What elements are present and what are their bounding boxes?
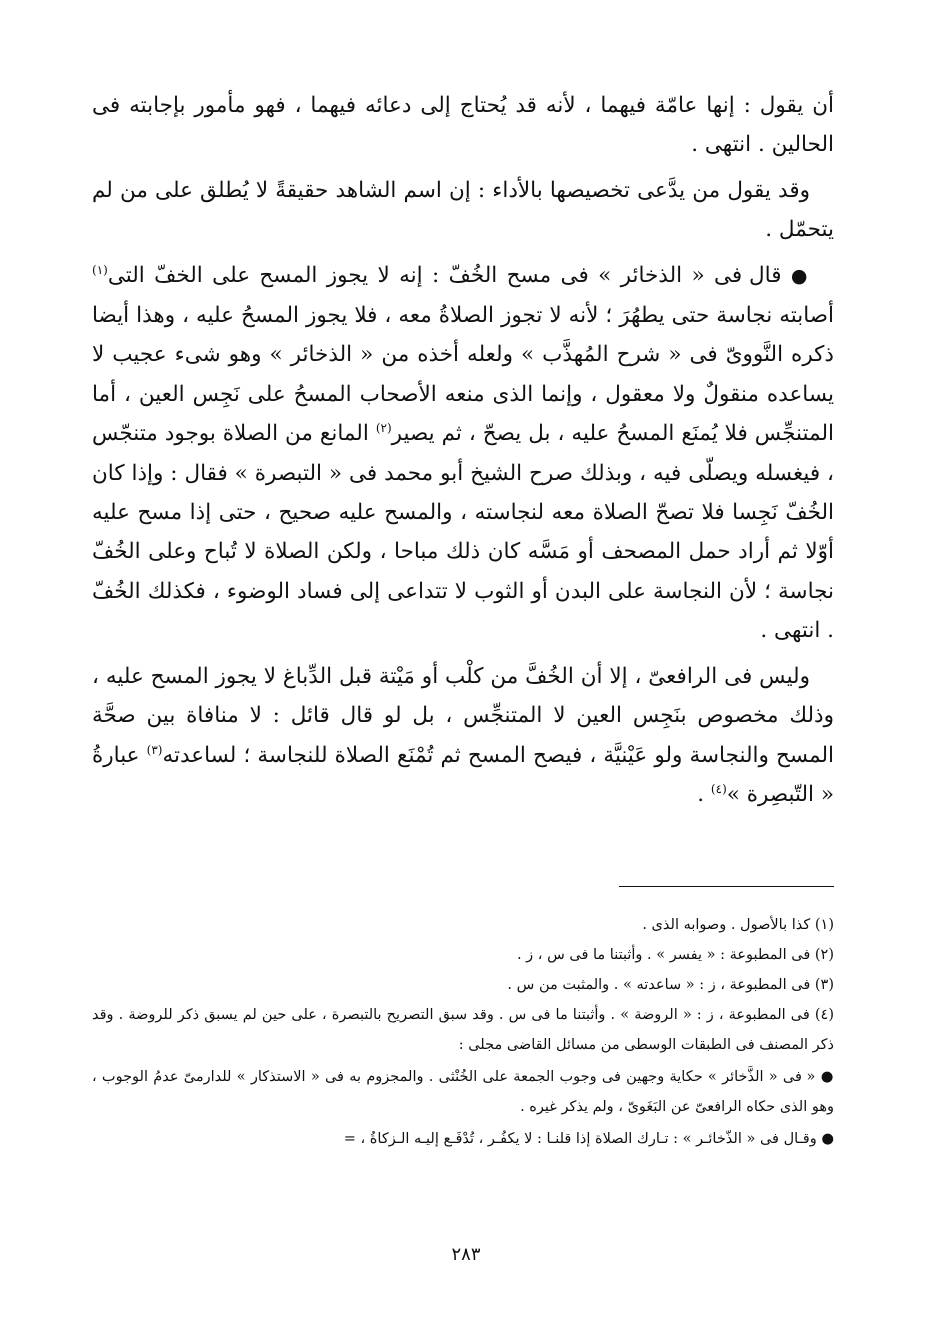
paragraph-3-part-a: قال فى « الذخائر » فى مسح الخُفّ : إنه لا يجوز المسح على الخفّ التى (107, 262, 782, 288)
footnote-3: (٣) فى المطبوعة ، ز : « ساعدته » . والمثبت من س . (507, 977, 834, 993)
paragraph-3-part-c: المانع من الصلاة بوجود متنجّس ، فيغسله ويصلّى فيه ، وبذلك صرح الشيخ أبو محمد فى « التبصرة » فقال : وإذا كان الخُفّ نَجِسا فلا تصحّ الصلاة معه لنجاسته ، والمسح عليه صحيح ، حتى إذا مسح عليه أوّلا ثم أراد حمل المصحف أو مَسَّه كان ذلك مباحا ، ولكن الصلاة لا تُباح وعلى الخُفّ نجاسة ؛ لأن النجاسة على البدن أو الثوب لا تتداعى إلى فساد الوضوء ، فكذلك الخُفّ . انتهى . (92, 421, 834, 644)
paragraph-4 (92, 657, 834, 815)
footnote-4-bullet-1 (92, 1062, 834, 1122)
footnote-4-bullet-2-text: وقـال فى « الذّخائـر » : تـارك الصلاة إذا قلنـا : لا يكفُـر ، تُدْفَـع إليـه الـزكاةُ ، = (343, 1131, 817, 1147)
footnote-ref-3: (٣) (146, 742, 163, 757)
paragraph-4-end: . (697, 781, 705, 807)
main-text (92, 86, 834, 820)
paragraph-4-part-a: وليس فى الرافعىّ ، إلا أن الخُفَّ من كلْب أو مَيْتة قبل الدِّباغ لا يجوز المسح عليه ، وذلك مخصوص بنَجِس العين لا المتنجِّس ، بل لو قال قائل : لا منافاة بين صحَّة المسح والنجاسة ولو عَيْنيَّة ، فيصح المسح ثم تُمْنَع الصلاة للنجاسة ؛ لساعدته (92, 663, 834, 768)
footnotes (92, 910, 834, 1154)
paragraph-1: أن يقول : إنها عامّة فيهما ، لأنه قد يُحتاج إلى دعائه فيهما ، فهو مأمور بإجابته فى الحالين . انتهى . (92, 93, 834, 158)
footnote-divider (619, 886, 834, 887)
footnote-ref-2: (٢) (375, 421, 392, 436)
bullet-icon: ● (790, 264, 810, 287)
page-number: ٢٨٣ (451, 1244, 481, 1265)
footnote-4-bullet-1-text: « فى « الذَّخائر » حكاية وجهين فى وجوب الجمعة على الخُنْثى . والمجزوم به فى « الاستذكار » للدارمىّ عدمُ الوجوب ، وهو الذى حكاه الرافعىّ عن البَغَوىّ ، ولم يذكر غيره . (92, 1069, 834, 1115)
footnote-2: (٢) فى المطبوعة : « يفسر » . وأثبتنا ما فى س ، ز . (516, 947, 834, 963)
paragraph-3 (92, 256, 834, 651)
paragraph-4-part-b: عبارةُ « التّبصِرة » (92, 742, 834, 807)
bullet-icon: ● (820, 1069, 835, 1085)
footnote-ref-1: (١) (92, 262, 108, 277)
footnote-ref-4: (٤) (710, 781, 727, 796)
footnote-1: (١) كذا بالأصول . وصوابه الذى . (642, 917, 834, 933)
footnote-4-bullet-2 (92, 1124, 834, 1154)
footnote-4: (٤) فى المطبوعة ، ز : « الروضة » . وأثبتنا ما فى س . وقد سبق التصريح بالتبصرة ، على حين لم يسبق ذكر للروضة . وقد ذكر المصنف فى الطبقات الوسطى من مسائل القاضى مجلى : (92, 1007, 834, 1053)
paragraph-3-part-b: أصابته نجاسة حتى يطهُرَ ؛ لأنه لا تجوز الصلاةُ معه ، فلا يجوز المسحُ عليه ، وهذا أيضا ذكره النَّووىّ فى « شرح المُهذَّب » ولعله أخذه من « الذخائر » وهو شىء عجيب لا يساعده منقولٌ ولا معقول ، وإنما الذى منعه الأصحاب المسحُ على نَجِس العين ، أما المتنجِّس فلا يُمنَع المسحُ عليه ، بل يصحّ ، ثم يصير (92, 303, 834, 447)
bullet-icon: ● (821, 1131, 834, 1147)
paragraph-2: وقد يقول من يدَّعى تخصيصها بالأداء : إن اسم الشاهد حقيقةً لا يُطلق على من لم يتحمّل . (92, 177, 834, 243)
